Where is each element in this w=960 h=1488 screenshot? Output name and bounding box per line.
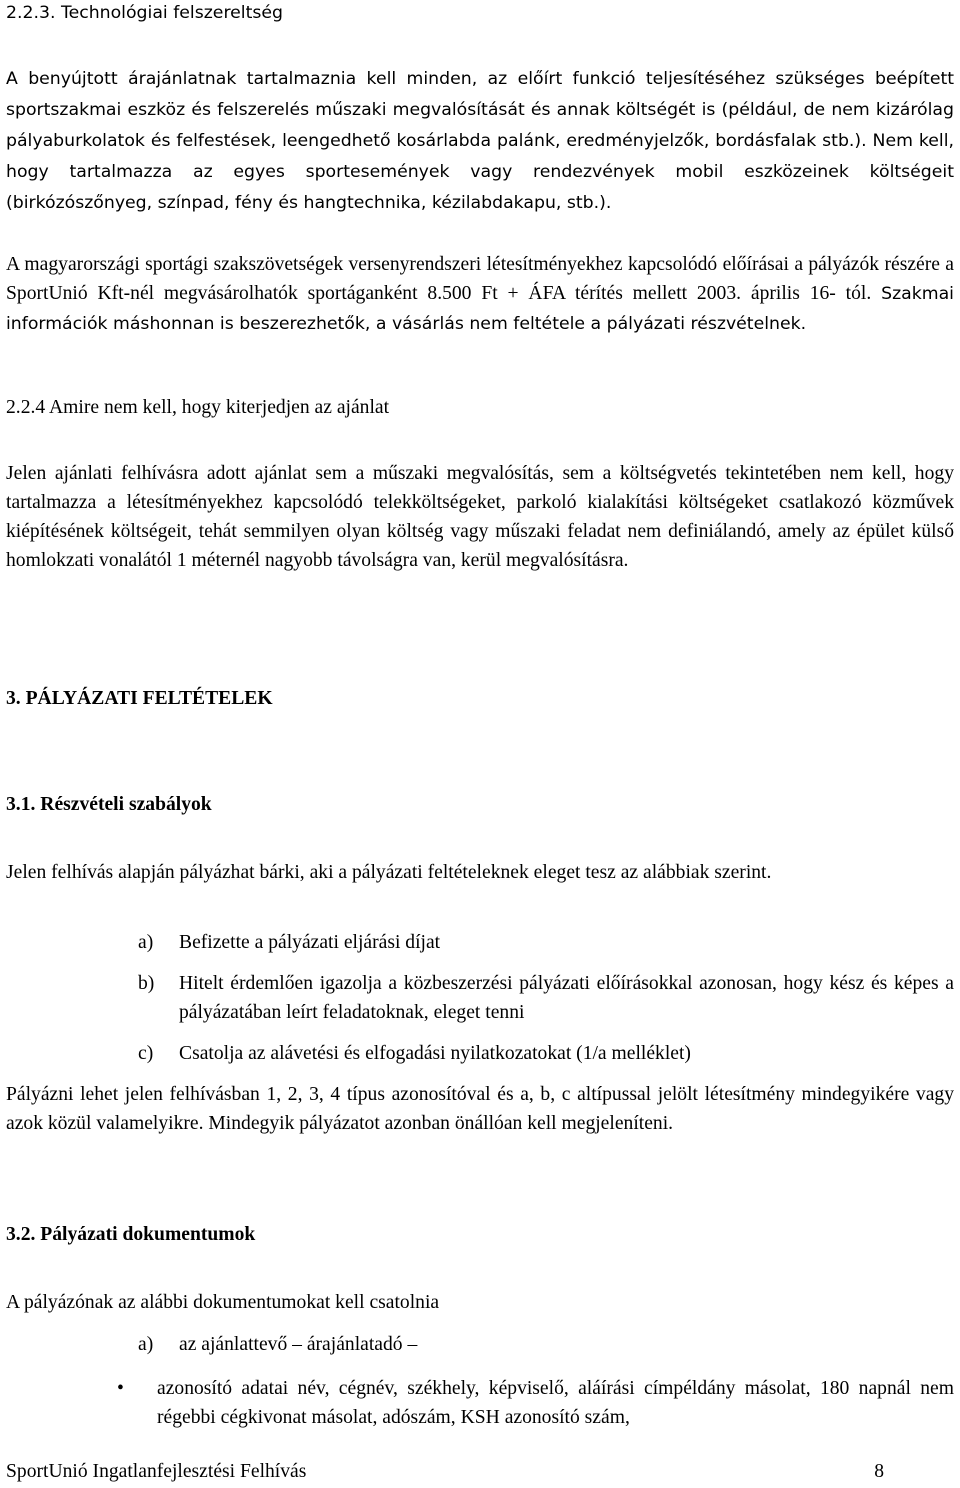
section-heading-2-2-3: 2.2.3. Technológiai felszereltség [6,3,283,23]
list-item-text: Befizette a pályázati eljárási díjat [179,932,441,953]
list-item-text: az ajánlattevő – árajánlatadó – [179,1334,418,1355]
page-number: 8 [874,1461,884,1482]
list-item-text: Hitelt érdemlően igazolja a közbeszerzési pályázati előírásokkal azonosan, hogy kész és képes a pályázatában leírt feladatoknak, eleget tenni [179,973,954,1023]
list-item-label: c) [138,1043,154,1064]
paragraph-federation-rules [6,250,954,339]
section-heading-3-2: 3.2. Pályázati dokumentumok [6,1224,256,1245]
paragraph-participation-intro: Jelen felhívás alapján pályázhat bárki, aki a pályázati feltételeknek eleget tesz az alábbiak szerint. [6,862,772,883]
paragraph-federation-rules-serif: A magyarországi sportági szakszövetségek versenyrendszeri létesítményekhez kapcsolódó előírásai a pályázók részére a SportUnió Kft-nél megvásárolhatók sportáganként 8.500 Ft + ÁFA térítés mellett 2003. április 16- tól. [6,254,954,304]
page-footer [6,1457,884,1486]
paragraph-documents-intro: A pályázónak az alábbi dokumentumokat kell csatolnia [6,1292,440,1313]
bullet-icon: • [117,1378,124,1399]
paragraph-exclusions: Jelen ajánlati felhívásra adott ajánlat sem a műszaki megvalósítás, sem a költségvetés tekintetében nem kell, hogy tartalmazza a létesítményekhez kapcsolódó telekköltségeket, parkoló kialakítási költségeket csatlakozó közművek kiépítésének költségeit, tehát semmilyen olyan költség vagy műszaki feladat nem definiálandó, amely az épület külső homlokzati vonalától 1 méternél nagyobb távolságra van, kerül megvalósításra. [6,463,954,571]
section-heading-2-2-4: 2.2.4 Amire nem kell, hogy kiterjedjen az ajánlat [6,397,390,418]
paragraph-equipment: A benyújtott árajánlatnak tartalmaznia kell minden, az előírt funkció teljesítéséhez szükséges beépített sportszakmai eszköz és felszerelés műszaki megvalósítását és annak költségét is (például, de nem kizárólag pályaburkolatok és felfestések, leengedhető kosárlabda palánk, eredményjelzők, bordásfalak stb.). Nem kell, hogy tartalmazza az egyes sportesemények vagy rendezvények mobil eszközeinek költségeit (birkózószőnyeg, színpad, fény és hangtechnika, kézilabdakapu, stb.). [6,69,954,213]
paragraph-participation-outro: Pályázni lehet jelen felhívásban 1, 2, 3, 4 típus azonosítóval és a, b, c altípussal jelölt létesítmény mindegyikére vagy azok közül valamelyikre. Mindegyik pályázatot azonban önállóan kell megjeleníteni. [6,1084,954,1134]
list-item-label: b) [138,973,155,994]
paragraph-federation-rules-sans: Szakmai információk máshonnan is beszerezhetők, a vásárlás nem feltétele a pályázati részvételnek. [6,284,954,334]
list-item-label: a) [138,1334,154,1355]
bullet-item-text: azonosító adatai név, cégnév, székhely, képviselő, aláírási címpéldány másolat, 180 napnál nem régebbi cégkivonat másolat, adószám, KSH azonosító szám, [157,1378,954,1428]
list-item-text: Csatolja az alávetési és elfogadási nyilatkozatokat (1/a melléklet) [179,1043,691,1064]
section-heading-3: 3. PÁLYÁZATI FELTÉTELEK [6,688,273,709]
footer-title: SportUnió Ingatlanfejlesztési Felhívás [6,1461,307,1482]
section-heading-3-1: 3.1. Részvételi szabályok [6,794,212,815]
list-item-label: a) [138,932,154,953]
